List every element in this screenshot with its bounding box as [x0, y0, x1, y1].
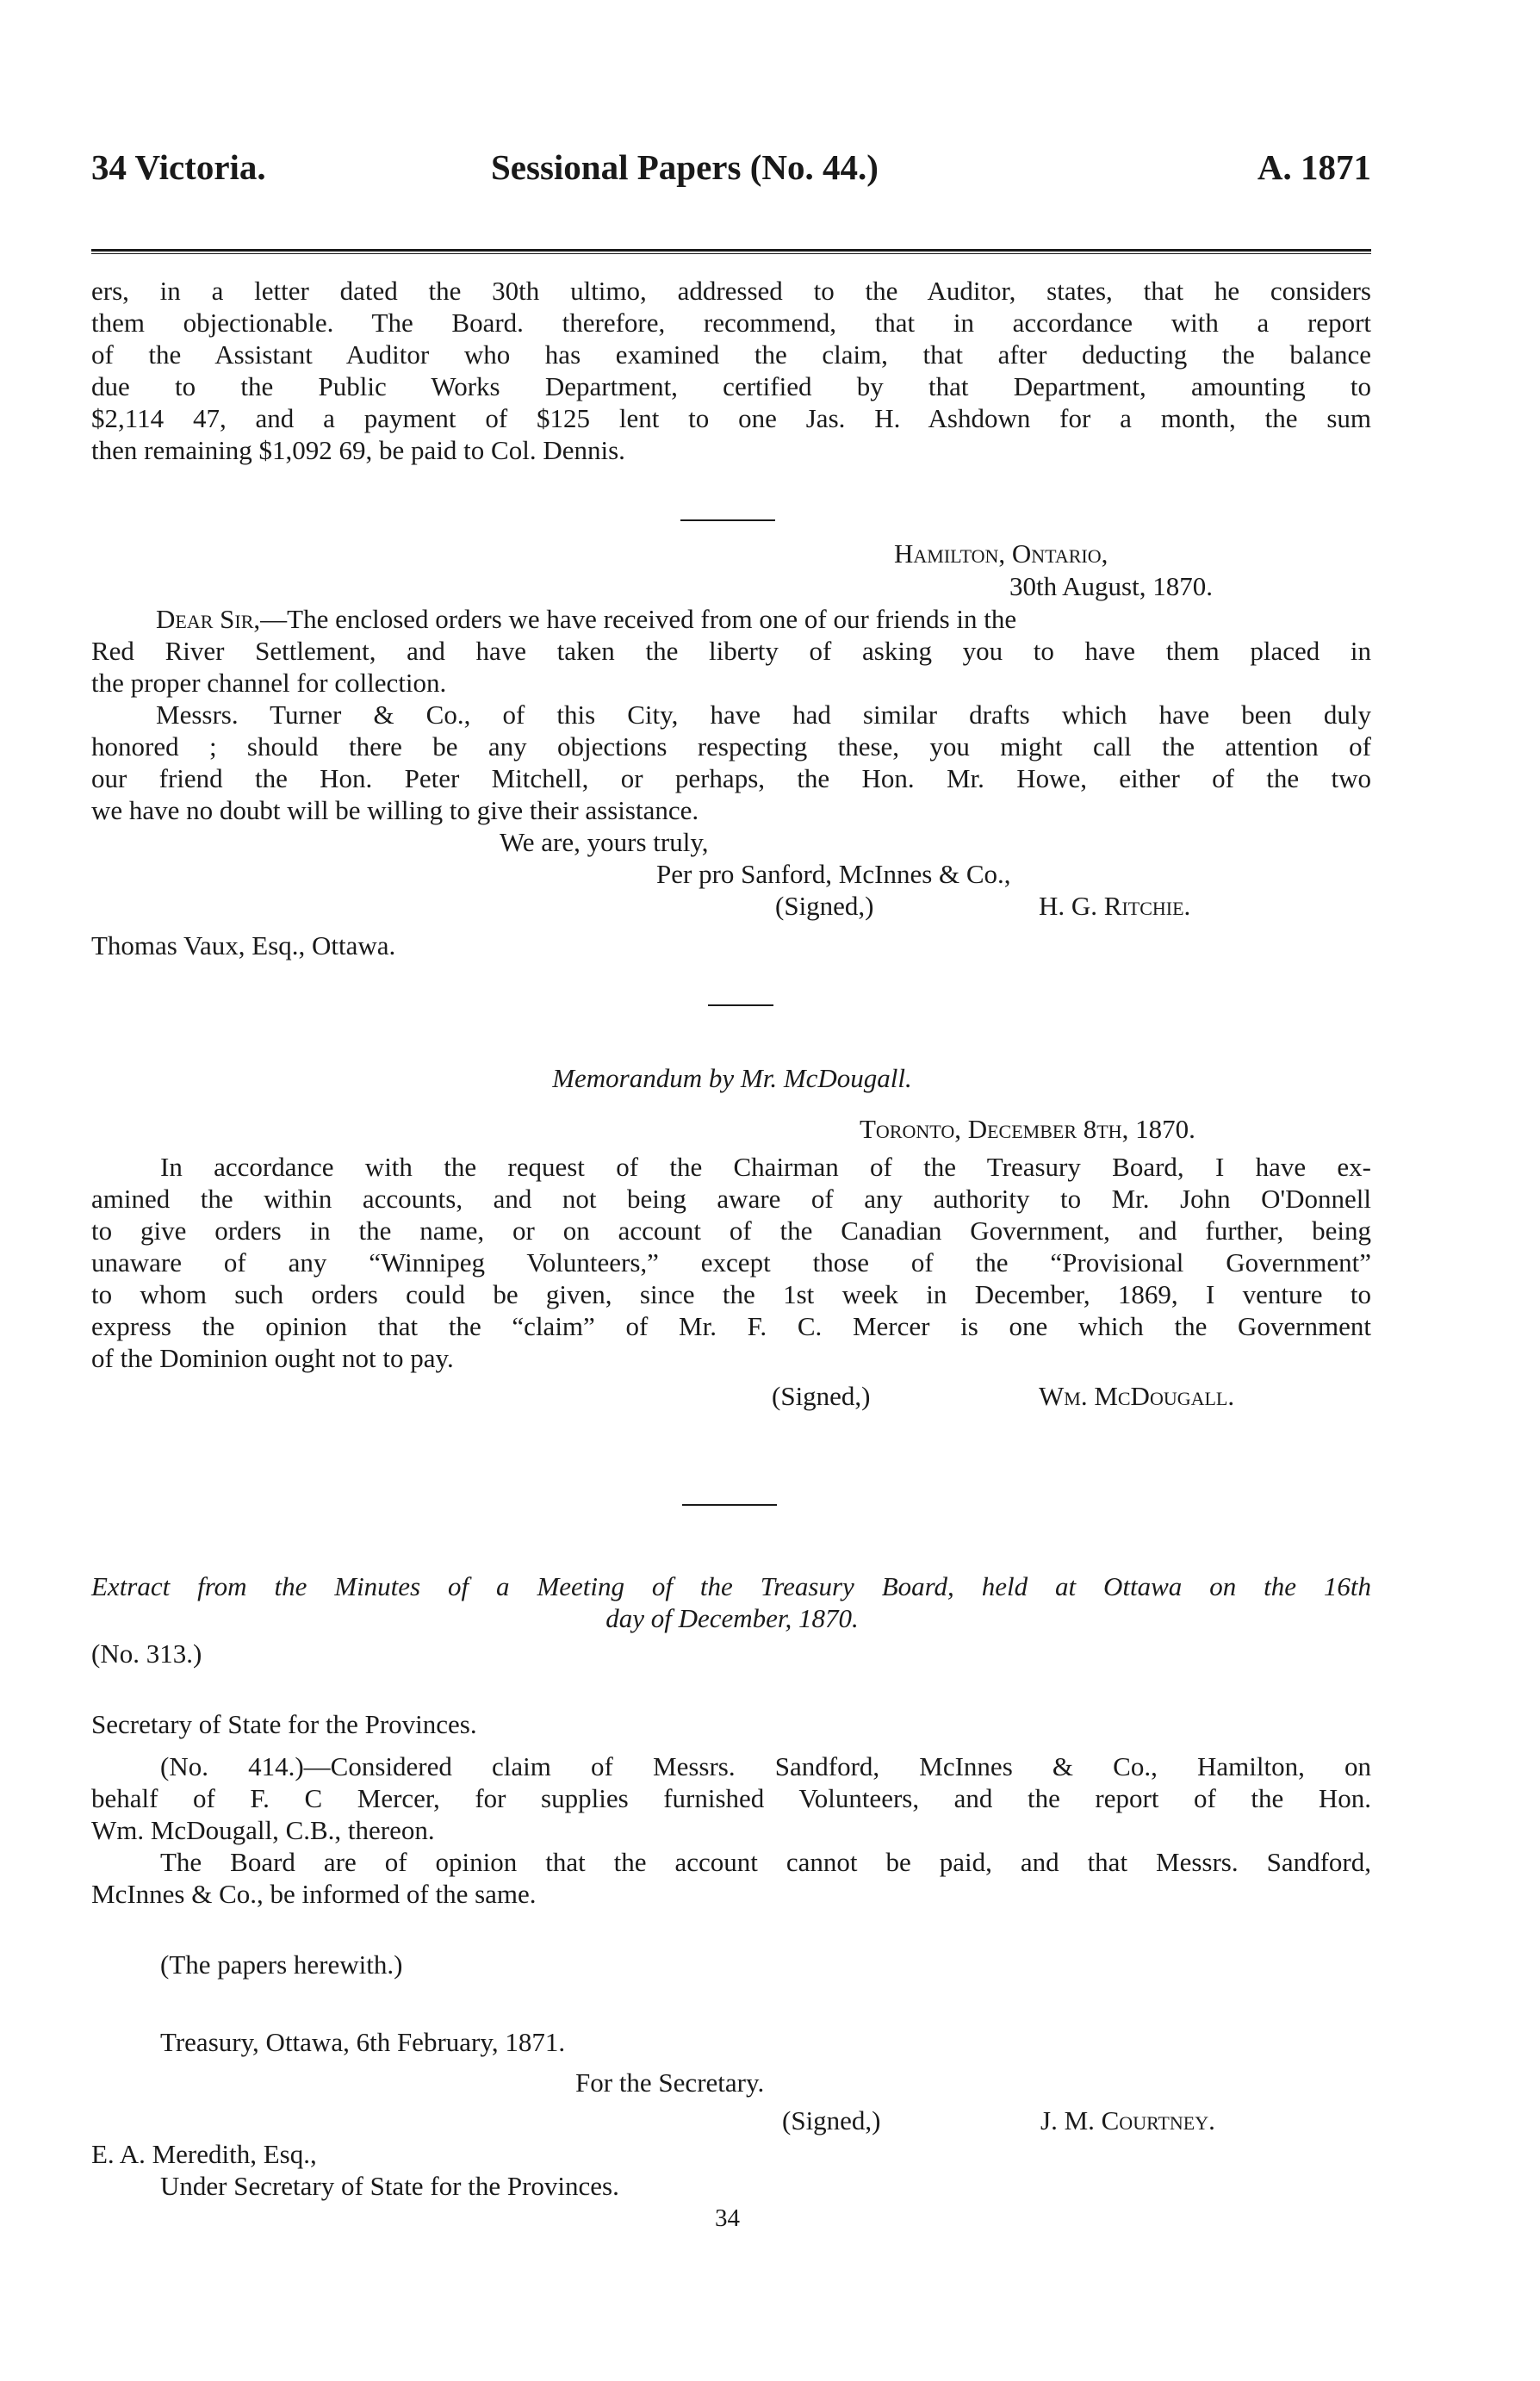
memo-line-4: unaware of any “Winnipeg Volunteers,” except those of the “Provisional Government”	[91, 1247, 1371, 1278]
extract-line-3: Wm. McDougall, C.B., thereon.	[91, 1815, 435, 1845]
extract-line-1: (No. 414.)—Considered claim of Messrs. Sandford, McInnes & Co., Hamilton, on	[160, 1751, 1371, 1781]
extract-line-4: The Board are of opinion that the account cannot be paid, and that Messrs. Sandford,	[160, 1847, 1371, 1877]
block1-line-3: of the Assistant Auditor who has examined the claim, that after deducting the balance	[91, 339, 1371, 370]
extract-to: Secretary of State for the Provinces.	[91, 1709, 477, 1739]
memo-line-6: express the opinion that the “claim” of Mr. F. C. Mercer is one which the Government	[91, 1311, 1371, 1341]
memo-line-3: to give orders in the name, or on account of the Canadian Government, and further, being	[91, 1215, 1371, 1246]
header-left: 34 Victoria.	[91, 147, 266, 187]
letter-line-4: Messrs. Turner & Co., of this City, have had similar drafts which have been duly	[156, 699, 1371, 730]
header-rule-thin	[91, 253, 1371, 254]
letter-line-1-text: —The enclosed orders we have received from one of our friends in the	[260, 604, 1017, 634]
extract-title-line-2: day of December, 1870.	[605, 1603, 859, 1633]
letter-signed-label: (Signed,)	[775, 891, 874, 921]
separator-1	[680, 519, 775, 521]
letter-closing: We are, yours truly,	[500, 827, 709, 857]
block1-line-1: ers, in a letter dated the 30th ultimo, addressed to the Auditor, states, that he considers	[91, 276, 1371, 306]
extract-date-line: Treasury, Ottawa, 6th February, 1871.	[160, 2027, 566, 2057]
letter-per-pro: Per pro Sanford, McInnes & Co.,	[656, 859, 1011, 889]
header-rule	[91, 249, 1371, 252]
letter-line-1	[156, 604, 1371, 634]
extract-signer: J. M. Courtney.	[1040, 2105, 1215, 2135]
letter-place: Hamilton, Ontario,	[894, 538, 1108, 569]
letter-date: 30th August, 1870.	[1009, 571, 1213, 601]
extract-title-line-1: Extract from the Minutes of a Meeting of the Treasury Board, held at Ottawa on the 16th	[91, 1571, 1371, 1601]
letter-line-5: honored ; should there be any objections respecting these, you might call the attention of	[91, 731, 1371, 762]
memo-line-1: In accordance with the request of the Chairman of the Treasury Board, I have ex-	[160, 1152, 1371, 1182]
memo-signer: Wm. McDougall.	[1039, 1381, 1235, 1411]
extract-line-2: behalf of F. C Mercer, for supplies furnished Volunteers, and the report of the Hon.	[91, 1783, 1371, 1813]
memo-title: Memorandum by Mr. McDougall.	[552, 1063, 912, 1093]
letter-addressee: Thomas Vaux, Esq., Ottawa.	[91, 930, 396, 960]
letter-line-7: we have no doubt will be willing to give their assistance.	[91, 795, 699, 825]
memo-place-date: Toronto, December 8th, 1870.	[860, 1114, 1195, 1144]
block1-line-6: then remaining $1,092 69, be paid to Col. Dennis.	[91, 435, 625, 465]
letter-line-2: Red River Settlement, and have taken the liberty of asking you to have them placed in	[91, 636, 1371, 666]
letter-line-6: our friend the Hon. Peter Mitchell, or perhaps, the Hon. Mr. Howe, either of the two	[91, 763, 1371, 793]
letter-signer: H. G. Ritchie.	[1039, 891, 1191, 921]
memo-line-7: of the Dominion ought not to pay.	[91, 1343, 454, 1373]
extract-addressee-title: Under Secretary of State for the Provinces.	[160, 2171, 619, 2201]
extract-addressee-name: E. A. Meredith, Esq.,	[91, 2139, 317, 2169]
extract-papers: (The papers herewith.)	[160, 1949, 403, 1980]
memo-signed-label: (Signed,)	[772, 1381, 871, 1411]
block1-line-2: them objectionable. The Board. therefore, recommend, that in accordance with a report	[91, 308, 1371, 338]
header-center: Sessional Papers (No. 44.)	[491, 147, 879, 187]
header-right: A. 1871	[1257, 147, 1371, 187]
letter-salutation: Dear Sir,	[156, 604, 261, 634]
extract-signed-label: (Signed,)	[782, 2105, 881, 2135]
extract-line-5: McInnes & Co., be informed of the same.	[91, 1879, 537, 1909]
separator-2	[708, 1004, 773, 1006]
page-number: 34	[715, 2204, 740, 2232]
extract-for-secretary: For the Secretary.	[575, 2067, 765, 2098]
memo-line-2: amined the within accounts, and not being aware of any authority to Mr. John O'Donnell	[91, 1184, 1371, 1214]
letter-line-3: the proper channel for collection.	[91, 668, 447, 698]
block1-line-5: $2,114 47, and a payment of $125 lent to one Jas. H. Ashdown for a month, the sum	[91, 403, 1371, 433]
separator-3	[682, 1504, 777, 1506]
memo-line-5: to whom such orders could be given, since the 1st week in December, 1869, I venture to	[91, 1279, 1371, 1309]
extract-number: (No. 313.)	[91, 1638, 202, 1669]
block1-line-4: due to the Public Works Department, certified by that Department, amounting to	[91, 371, 1371, 401]
